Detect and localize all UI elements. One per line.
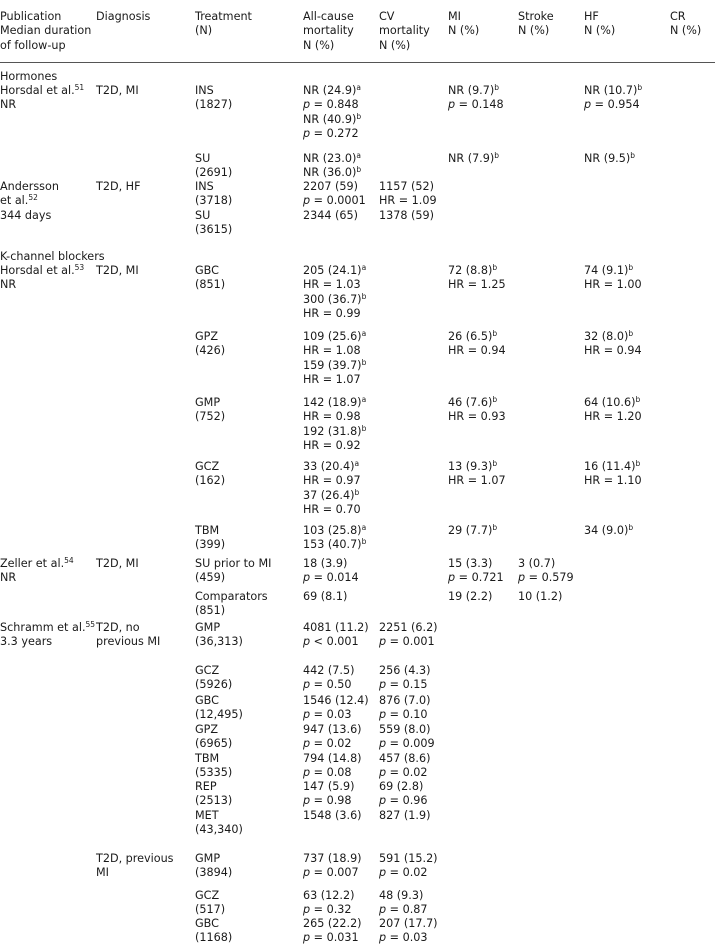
cell-line: p = 0.007 (303, 866, 359, 880)
cell-publication (0, 84, 84, 113)
cell-line: p = 0.87 (379, 903, 428, 917)
cell-line: 26 $(6.5)^b$ (448, 329, 498, 343)
cell-line: 142 $(18.9)^a$ (303, 395, 367, 409)
cell-line: p = 0.031 (303, 931, 359, 945)
cell-line: (851) (195, 604, 226, 618)
cell-hf (584, 524, 633, 538)
cell-line: GBC (195, 694, 219, 707)
cell-line: (1827) (195, 98, 233, 112)
header-mi (448, 10, 479, 39)
cell-mi (448, 264, 506, 293)
cell-line: 64 $(10.6)^b$ (584, 395, 641, 409)
cell-line: REP (195, 780, 217, 793)
cell-diagnosis (96, 84, 139, 98)
cell-allcause-mortality (303, 264, 366, 322)
cell-line: p = 0.148 (448, 98, 504, 112)
cell-allcause-mortality (303, 917, 362, 946)
cell-line: T2D, MI (96, 264, 139, 277)
cell-line: 591 (15.2) (379, 852, 438, 865)
cell-line: 16 $(11.4)^b$ (584, 459, 641, 473)
cell-mi (448, 152, 499, 166)
cell-line: NR (0, 98, 17, 112)
cell-line: p = 0.272 (303, 127, 359, 141)
cell-allcause-mortality (303, 590, 347, 604)
cell-line: 159 $(39.7)^b$ (303, 357, 367, 372)
header-line: Diagnosis (96, 10, 151, 23)
cell-line: NR $(24.9)^a$ (303, 83, 361, 97)
cell-line: 256 (4.3) (379, 664, 431, 677)
cell-mi (448, 84, 504, 113)
cell-line: NR $(23.0)^a$ (303, 151, 361, 165)
cell-line: 300 $(36.7)^b$ (303, 291, 367, 306)
header-diagnosis (96, 10, 150, 24)
header-line: N (%) (379, 38, 411, 52)
cell-line: HR = 1.08 (303, 344, 361, 358)
cell-line: 18 (3.9) (303, 557, 348, 570)
cell-line: 794 (14.8) (303, 752, 362, 765)
cell-line: (162) (195, 474, 226, 488)
cell-line: (517) (195, 903, 226, 917)
cell-allcause-mortality (303, 852, 362, 881)
cell-cv-mortality (379, 664, 430, 693)
cell-line: 947 (13.6) (303, 723, 362, 736)
cell-treatment (195, 809, 243, 838)
cell-line: INS (195, 84, 214, 97)
cell-line: p = 0.10 (379, 708, 428, 722)
cell-line: HR = 0.99 (303, 307, 361, 321)
cell-line: HR = 1.25 (448, 278, 506, 292)
cell-cv-mortality (379, 809, 430, 823)
cell-line: 147 (5.9) (303, 780, 355, 793)
cell-line: 33 $(20.4)^a$ (303, 459, 360, 473)
cell-line: (3615) (195, 223, 233, 237)
cell-line: (3718) (195, 194, 233, 208)
header-line: N (%) (670, 24, 702, 38)
cell-treatment (195, 557, 271, 586)
cell-line: 69 (8.1) (303, 590, 348, 603)
cell-line: previous MI (96, 635, 161, 649)
cell-treatment (195, 852, 232, 881)
header-line: (N) (195, 24, 213, 38)
section-label: Hormones (0, 70, 58, 83)
cell-treatment (195, 152, 232, 181)
cell-line: 32 $(8.0)^b$ (584, 329, 634, 343)
cell-line: 737 (18.9) (303, 852, 362, 865)
cell-line: (1168) (195, 931, 233, 945)
cell-line: et al.$^{52}$ (0, 193, 38, 208)
cell-line: 153 $(40.7)^b$ (303, 537, 367, 552)
cell-publication (0, 264, 84, 293)
cell-line: 34 $(9.0)^b$ (584, 523, 634, 537)
cell-line: GMP (195, 852, 221, 865)
cell-line: TBM (195, 752, 220, 765)
cell-treatment (195, 330, 225, 359)
cell-treatment (195, 524, 225, 553)
header-cr (670, 10, 701, 39)
cell-line: HR = 0.94 (448, 344, 506, 358)
cell-cv-mortality (379, 694, 430, 723)
cell-line: HR = 1.20 (584, 410, 642, 424)
cell-line: GBC (195, 917, 219, 930)
cell-line: (3894) (195, 866, 233, 880)
cell-line: MET (195, 809, 219, 822)
cell-line: 1378 (59) (379, 209, 434, 222)
cell-hf (584, 460, 642, 489)
cell-hf (584, 84, 642, 113)
cell-line: Zeller et al.$^{54}$ (0, 556, 74, 570)
cell-cv-mortality (379, 889, 428, 918)
cell-line: p = 0.15 (379, 678, 428, 692)
cell-line: (399) (195, 538, 226, 552)
cell-line: 827 (1.9) (379, 809, 431, 822)
header-line: CV (379, 10, 395, 23)
cell-line: HR = 1.07 (303, 373, 361, 387)
cell-line: NR $(9.5)^b$ (584, 151, 635, 165)
cell-line: NR $(7.9)^b$ (448, 151, 499, 165)
cell-treatment (195, 396, 225, 425)
cell-line: T2D, MI (96, 557, 139, 570)
header-line: Publication (0, 10, 62, 23)
cell-cv-mortality (379, 180, 437, 209)
header-line: N (%) (448, 24, 480, 38)
cell-allcause-mortality (303, 780, 354, 809)
cell-line: 109 $(25.6)^a$ (303, 329, 367, 343)
header-treatment (195, 10, 252, 39)
cell-allcause-mortality (303, 330, 366, 388)
cell-line: 103 $(25.8)^a$ (303, 523, 367, 537)
cell-line: HR = 1.10 (584, 474, 642, 488)
cell-line: 10 (1.2) (518, 590, 563, 603)
cell-line: TBM (195, 524, 220, 537)
cell-line: p = 0.579 (518, 571, 574, 585)
cell-line: 876 (7.0) (379, 694, 431, 707)
cell-hf (584, 330, 642, 359)
cell-line: GMP (195, 621, 221, 634)
cell-line: 457 (8.6) (379, 752, 431, 765)
cell-line: Schramm et al.$^{55}$ (0, 620, 96, 634)
cell-publication (0, 180, 59, 223)
cell-line: HR = 0.92 (303, 439, 361, 453)
cell-treatment (195, 180, 232, 209)
cell-allcause-mortality (303, 557, 359, 586)
cell-mi (448, 330, 506, 359)
header-stroke (518, 10, 554, 39)
cell-hf (584, 264, 642, 293)
header-line: Stroke (518, 10, 554, 23)
cell-treatment (195, 780, 232, 809)
cell-line: NR $(36.0)^b$ (303, 165, 362, 180)
cell-line: p = 0.08 (303, 766, 352, 780)
cell-line: HR = 1.07 (448, 474, 506, 488)
cell-publication (0, 557, 74, 586)
cell-allcause-mortality (303, 84, 361, 142)
cell-line: HR = 0.94 (584, 344, 642, 358)
cell-line: 2344 (65) (303, 209, 358, 222)
cell-line: (5335) (195, 766, 233, 780)
cell-cv-mortality (379, 723, 435, 752)
cell-line: (459) (195, 571, 226, 585)
cell-line: HR = 1.03 (303, 278, 361, 292)
cell-stroke (518, 590, 562, 604)
cell-allcause-mortality (303, 180, 366, 209)
cell-line: p = 0.02 (379, 766, 428, 780)
cell-line: p = 0.02 (379, 866, 428, 880)
header-line: N (%) (518, 24, 550, 38)
cell-diagnosis (96, 852, 174, 881)
cell-line: T2D, no (96, 621, 140, 634)
header-line: of follow-up (0, 38, 66, 52)
cell-cv-mortality (379, 209, 434, 223)
cell-allcause-mortality (303, 752, 362, 781)
cell-line: MI (96, 866, 109, 880)
cell-diagnosis (96, 180, 141, 194)
cell-line: GMP (195, 396, 221, 409)
cell-line: GCZ (195, 460, 220, 473)
cell-line: 29 $(7.7)^b$ (448, 523, 498, 537)
cell-publication (0, 621, 95, 650)
cell-line: (36,313) (195, 635, 243, 649)
header-hf (584, 10, 615, 39)
cell-line: SU (195, 209, 211, 222)
cell-line: p = 0.02 (303, 737, 352, 751)
cell-line: T2D, previous (96, 852, 174, 865)
cell-line: 205 $(24.1)^a$ (303, 263, 367, 277)
cell-treatment (195, 664, 232, 693)
cell-line: 442 (7.5) (303, 664, 355, 677)
cell-cv-mortality (379, 852, 438, 881)
cell-allcause-mortality (303, 723, 362, 752)
cell-stroke (518, 557, 574, 586)
cell-line: HR = 0.70 (303, 503, 361, 517)
cell-line: 63 (12.2) (303, 889, 355, 902)
cell-treatment (195, 917, 232, 946)
cell-line: 3.3 years (0, 635, 53, 649)
cell-line: p = 0.009 (379, 737, 435, 751)
header-line: Treatment (195, 10, 252, 23)
cell-line: p = 0.014 (303, 571, 359, 585)
cell-line: HR = 1.00 (584, 278, 642, 292)
cell-line: INS (195, 180, 214, 193)
cell-line: (43,340) (195, 823, 243, 837)
cell-cv-mortality (379, 780, 428, 809)
cell-allcause-mortality (303, 396, 366, 454)
cell-treatment (195, 264, 225, 293)
cell-line: SU (195, 152, 211, 165)
cell-line: p = 0.0001 (303, 194, 366, 208)
cell-line: (426) (195, 344, 226, 358)
cell-line: p = 0.848 (303, 98, 359, 112)
cell-allcause-mortality (303, 460, 361, 518)
cell-line: HR = 1.09 (379, 194, 437, 208)
cell-allcause-mortality (303, 809, 362, 823)
cell-line: 74 $(9.1)^b$ (584, 263, 634, 277)
cell-allcause-mortality (303, 209, 358, 223)
cell-diagnosis (96, 621, 160, 650)
cell-treatment (195, 694, 243, 723)
header-line: mortality (303, 24, 354, 38)
cell-line: 1546 (12.4) (303, 694, 369, 707)
cell-line: Horsdal et al.$^{53}$ (0, 263, 85, 277)
cell-cv-mortality (379, 917, 438, 946)
cell-line: Andersson (0, 180, 59, 193)
cell-allcause-mortality (303, 694, 369, 723)
cell-line: Horsdal et al.$^{51}$ (0, 83, 85, 97)
cell-line: 1157 (52) (379, 180, 434, 193)
header-line: All-cause (303, 10, 354, 23)
header-allcause-mortality (303, 10, 354, 53)
header-cv-mortality (379, 10, 430, 53)
cell-line: 46 $(7.6)^b$ (448, 395, 498, 409)
cell-mi (448, 590, 492, 604)
cell-line: p = 0.96 (379, 794, 428, 808)
cell-line: NR $(10.7)^b$ (584, 83, 643, 97)
cell-line: T2D, MI (96, 84, 139, 97)
cell-line: Comparators (195, 590, 268, 603)
header-line: N (%) (303, 38, 335, 52)
cell-line: NR (0, 571, 17, 585)
cell-allcause-mortality (303, 889, 354, 918)
cell-line: 4081 (11.2) (303, 621, 369, 634)
cell-line: T2D, HF (96, 180, 141, 193)
cell-line: GBC (195, 264, 219, 277)
cell-line: p = 0.721 (448, 571, 504, 585)
cell-line: GPZ (195, 330, 219, 343)
cell-treatment (195, 209, 232, 238)
cell-hf (584, 396, 642, 425)
cell-line: p = 0.32 (303, 903, 352, 917)
section-label: K-channel blockers (0, 250, 105, 263)
cell-treatment (195, 84, 232, 113)
cell-line: NR $(9.7)^b$ (448, 83, 499, 97)
cell-cv-mortality (379, 752, 430, 781)
cell-line: p = 0.03 (303, 708, 352, 722)
cell-line: p = 0.001 (379, 635, 435, 649)
cell-line: HR = 0.98 (303, 410, 361, 424)
cell-hf (584, 152, 635, 166)
cell-treatment (195, 621, 243, 650)
cell-line: SU prior to MI (195, 557, 272, 570)
cell-line: 48 (9.3) (379, 889, 424, 902)
header-line: N (%) (584, 24, 616, 38)
cell-line: 69 (2.8) (379, 780, 424, 793)
cell-line: p < 0.001 (303, 635, 359, 649)
header-line: mortality (379, 24, 430, 38)
header-rule (0, 62, 715, 63)
header-publication (0, 10, 91, 53)
header-line: HF (584, 10, 599, 23)
cell-allcause-mortality (303, 524, 366, 553)
cell-line: 192 $(31.8)^b$ (303, 423, 367, 438)
cell-line: p = 0.03 (379, 931, 428, 945)
header-line: Median duration (0, 24, 92, 38)
cell-line: (12,495) (195, 708, 243, 722)
cell-treatment (195, 460, 225, 489)
cell-line: NR $(40.9)^b$ (303, 111, 362, 126)
cell-line: 2251 (6.2) (379, 621, 438, 634)
cell-mi (448, 460, 506, 489)
cell-line: 19 (2.2) (448, 590, 493, 603)
cell-line: 1548 (3.6) (303, 809, 362, 822)
cell-line: (6965) (195, 737, 233, 751)
cell-line: (5926) (195, 678, 233, 692)
cell-cv-mortality (379, 621, 438, 650)
cell-line: p = 0.98 (303, 794, 352, 808)
cell-mi (448, 396, 506, 425)
cell-diagnosis (96, 557, 139, 571)
cell-line: 265 (22.2) (303, 917, 362, 930)
cell-line: 207 (17.7) (379, 917, 438, 930)
cell-line: (851) (195, 278, 226, 292)
cell-line: GCZ (195, 664, 220, 677)
cell-line: 2207 (59) (303, 180, 358, 193)
cell-line: p = 0.50 (303, 678, 352, 692)
cell-line: 344 days (0, 208, 52, 222)
cell-mi (448, 524, 497, 538)
cell-line: HR = 0.97 (303, 474, 361, 488)
header-line: CR (670, 10, 686, 23)
cell-treatment (195, 723, 232, 752)
cell-line: HR = 0.93 (448, 410, 506, 424)
cell-line: 13 $(9.3)^b$ (448, 459, 498, 473)
cell-allcause-mortality (303, 621, 369, 650)
cell-line: (752) (195, 410, 226, 424)
cell-line: 72 $(8.8)^b$ (448, 263, 498, 277)
cell-line: p = 0.954 (584, 98, 640, 112)
cell-line: 37 $(26.4)^b$ (303, 487, 360, 502)
header-line: MI (448, 10, 461, 23)
cell-treatment (195, 752, 232, 781)
cell-line: NR (0, 278, 17, 292)
cell-diagnosis (96, 264, 139, 278)
cell-line: (2513) (195, 794, 233, 808)
cell-line: 3 (0.7) (518, 557, 556, 570)
cell-treatment (195, 590, 268, 619)
cell-line: GCZ (195, 889, 220, 902)
cell-line: 559 (8.0) (379, 723, 431, 736)
cell-mi (448, 557, 504, 586)
cell-allcause-mortality (303, 664, 354, 693)
cell-treatment (195, 889, 225, 918)
cell-line: (2691) (195, 166, 233, 180)
cell-line: 15 (3.3) (448, 557, 493, 570)
cell-line: GPZ (195, 723, 219, 736)
cell-allcause-mortality (303, 152, 361, 181)
